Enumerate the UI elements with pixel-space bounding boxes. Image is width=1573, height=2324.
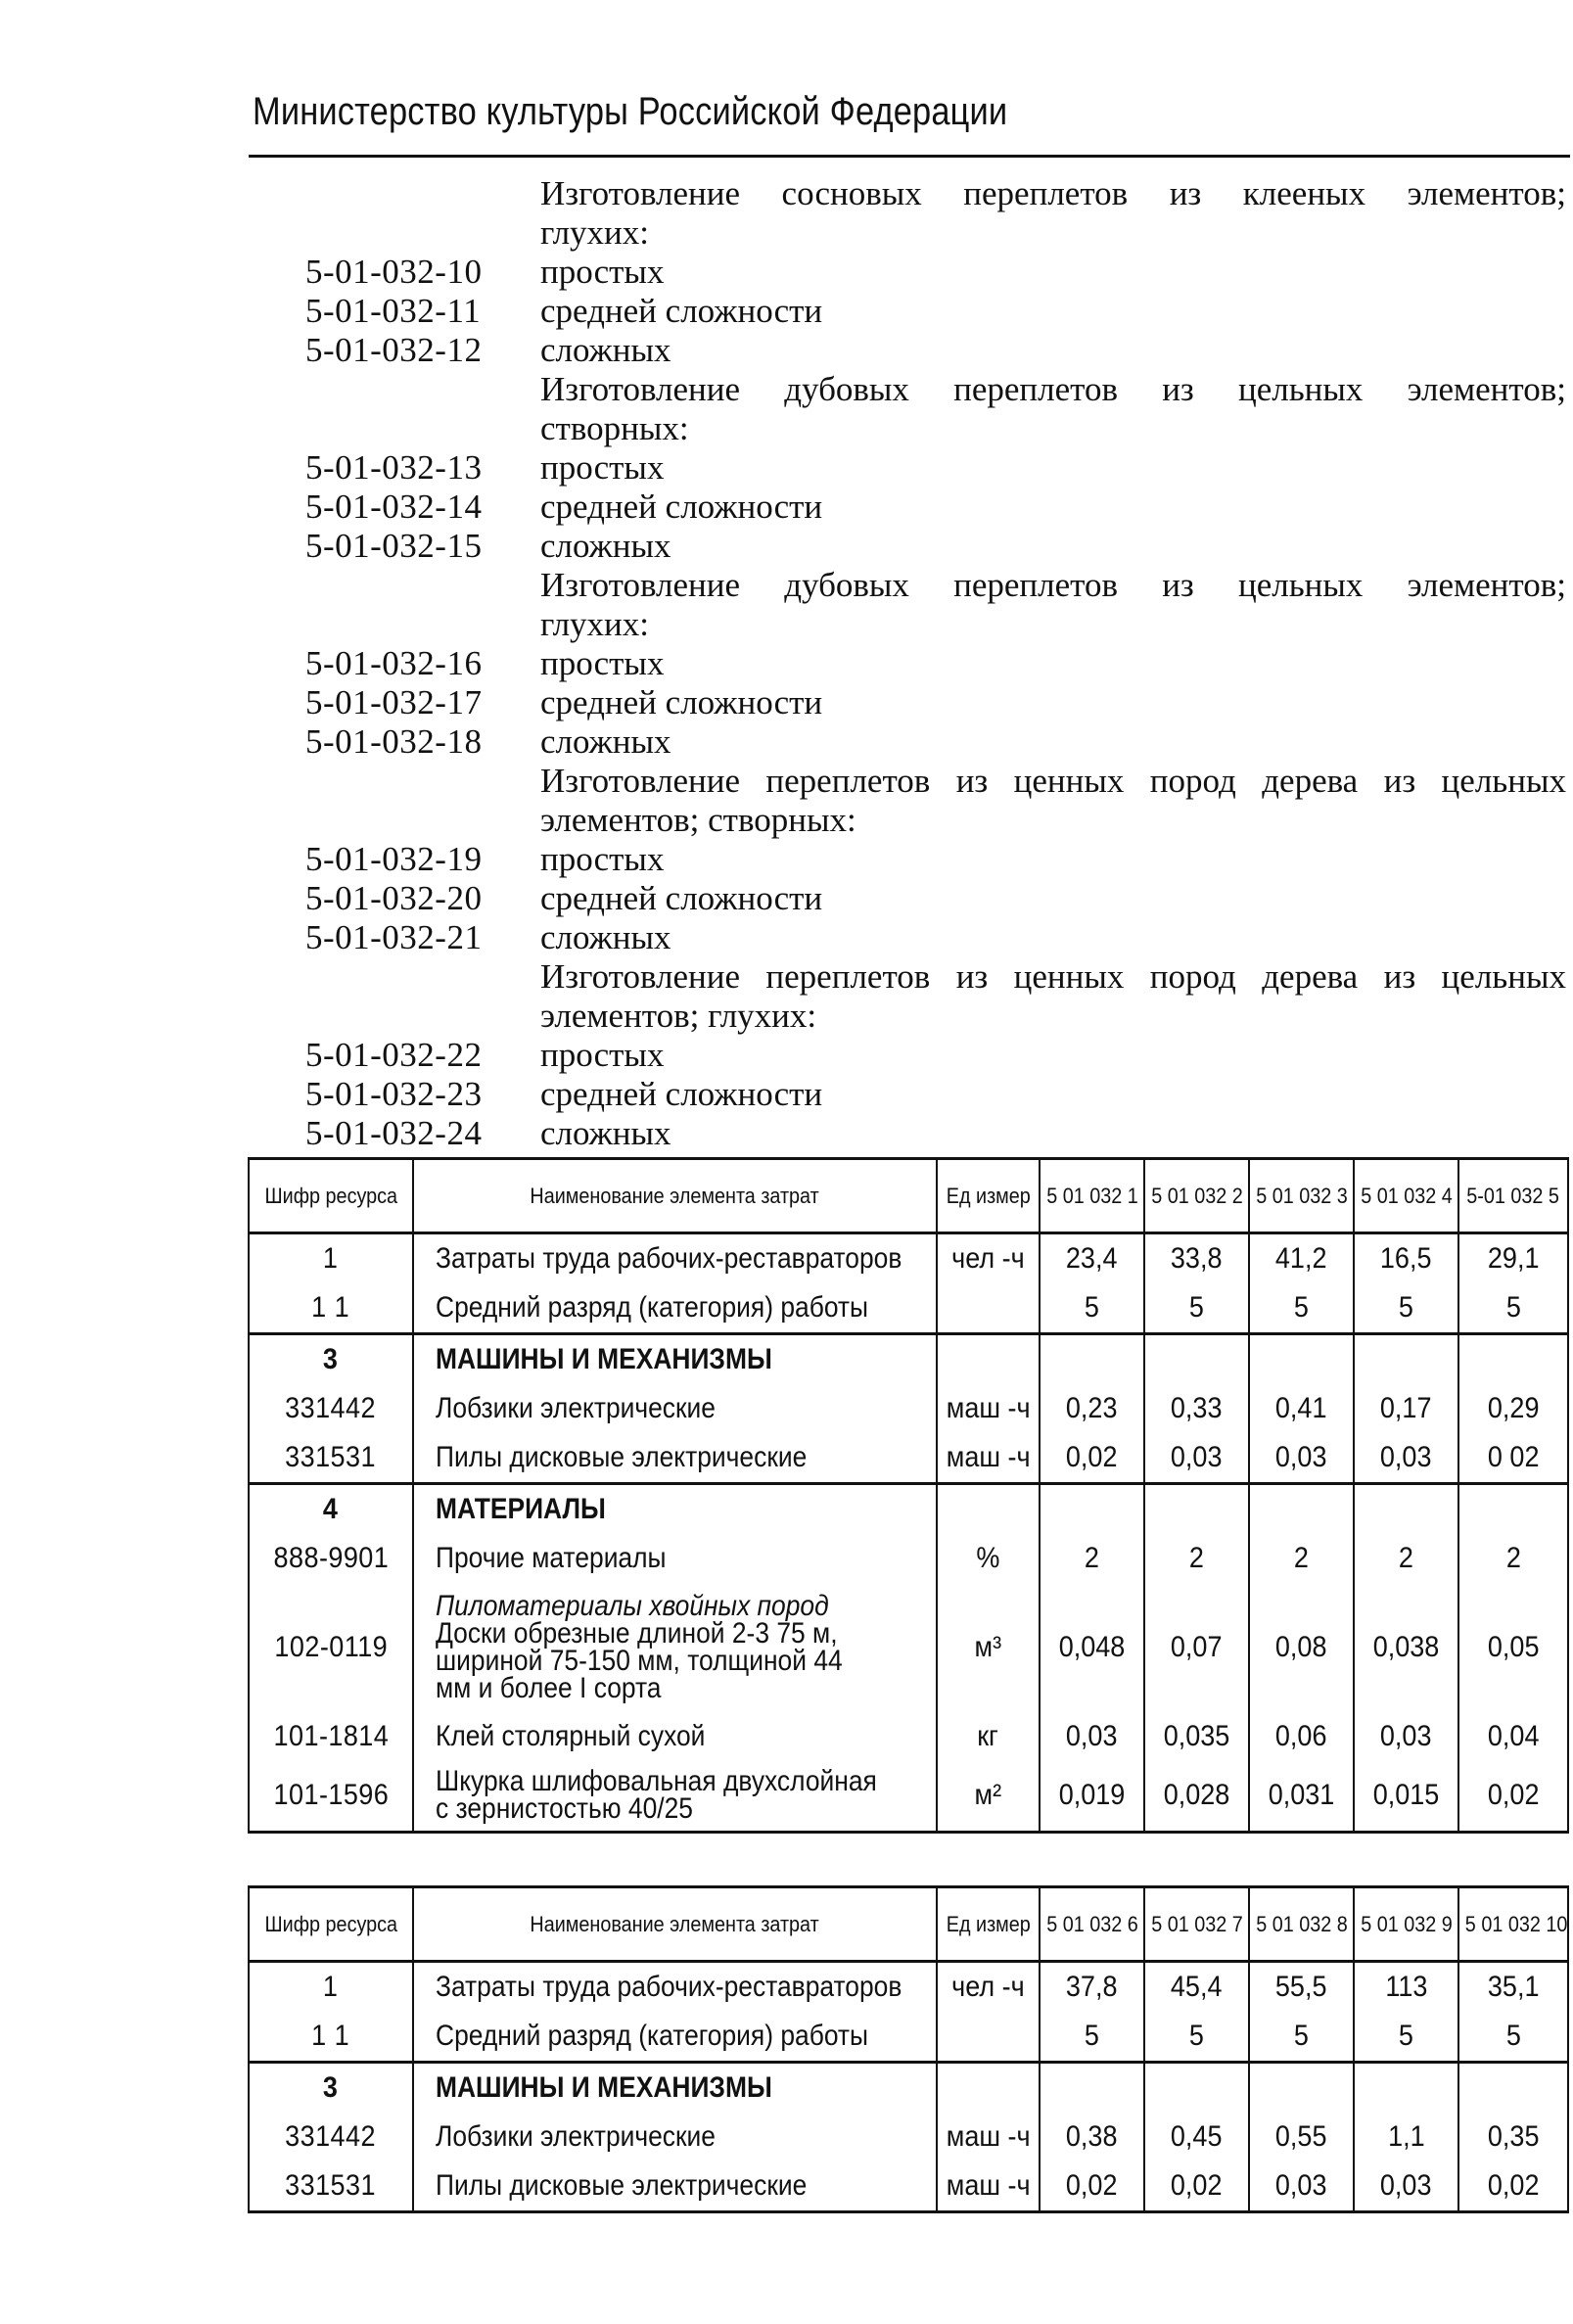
row-value [1249,1484,1354,1535]
table-row [249,1962,1568,2013]
row-name: Средний разряд (категория) работы [413,1283,937,1334]
row-name: Прочие материалы [413,1534,937,1583]
row-value: 2 [1354,1534,1458,1583]
table-row [249,2161,1568,2212]
work-name: сложных [540,527,671,565]
resource-table-2 [248,1885,1569,2213]
work-code: 5-01-032-15 [305,527,483,565]
row-name: Затраты труда рабочих-реставраторов [413,1962,937,2013]
row-name: Пилы дисковые электрические [413,2161,937,2212]
row-code: 101-1814 [249,1712,413,1761]
table-header-row [249,1887,1568,1962]
row-value: 0,02 [1144,2161,1249,2212]
row-value: 2 [1144,1534,1249,1583]
work-code: 5-01-032-21 [305,918,483,956]
header-code: Шифр ресурса [249,1159,413,1233]
row-value: 5 [1249,1283,1354,1334]
row-value: 0,019 [1040,1761,1144,1832]
row-value: 1,1 [1354,2113,1458,2161]
work-name: сложных [540,1114,671,1152]
row-value: 5 [1354,2012,1458,2063]
work-group-title: Изготовление сосновых переплетов из клееных элементов; [540,174,1566,212]
work-group-title-cont: элементов; створных: [540,801,856,839]
row-name: Клей столярный сухой [413,1712,937,1761]
work-name: сложных [540,918,671,956]
work-group-title: Изготовление переплетов из ценных пород дерева из цельных [540,762,1566,800]
table-row [249,1433,1568,1484]
work-code: 5-01-032-17 [305,683,483,721]
header-unit: Ед измер [937,1887,1040,1962]
row-value: 45,4 [1144,1962,1249,2013]
row-code: 1 [249,1233,413,1284]
work-name: средней сложности [540,488,823,526]
row-unit: кг [937,1712,1040,1761]
table-row [249,1761,1568,1832]
row-value: 0,02 [1040,1433,1144,1484]
work-name: сложных [540,331,671,369]
header-col: 5 01 032 6 [1040,1887,1144,1962]
page-header-title: Министерство культуры Российской Федерации [253,90,1008,133]
row-code: 331531 [249,1433,413,1484]
row-unit: маш -ч [937,1433,1040,1484]
row-value: 5 [1040,1283,1144,1334]
row-code: 101-1596 [249,1761,413,1832]
row-value: 0,03 [1354,1433,1458,1484]
row-value: 2 [1040,1534,1144,1583]
header-col: 5-01 032 5 [1458,1159,1568,1233]
row-unit: м² [937,1761,1040,1832]
header-unit: Ед измер [937,1159,1040,1233]
row-value [1144,1334,1249,1385]
section-row [249,2063,1568,2114]
row-value: 5 [1040,2012,1144,2063]
header-col: 5 01 032 8 [1249,1887,1354,1962]
row-name: Затраты труда рабочих-реставраторов [413,1233,937,1284]
row-unit [937,1334,1040,1385]
work-group-title: Изготовление переплетов из ценных пород дерева из цельных [540,957,1566,996]
work-name: средней сложности [540,879,823,917]
row-value: 0,45 [1144,2113,1249,2161]
row-value: 2 [1249,1534,1354,1583]
row-value [1249,1334,1354,1385]
header-name: Наименование элемента затрат [413,1159,937,1233]
row-value: 55,5 [1249,1962,1354,2013]
row-code: 888-9901 [249,1534,413,1583]
row-value [1249,2063,1354,2114]
row-value: 0,048 [1040,1583,1144,1712]
row-code: 331442 [249,2113,413,2161]
row-unit [937,1484,1040,1535]
row-code: 331442 [249,1384,413,1433]
row-value: 0,55 [1249,2113,1354,2161]
table-header-row [249,1159,1568,1233]
row-value: 0,05 [1458,1583,1568,1712]
row-value [1354,2063,1458,2114]
work-code: 5-01-032-12 [305,331,483,369]
row-name: Шкурка шлифовальная двухслойная с зернистостью 40/25 [413,1761,937,1832]
work-code: 5-01-032-19 [305,840,483,878]
row-unit [937,1283,1040,1334]
section-row [249,1334,1568,1385]
row-value: 5 [1249,2012,1354,2063]
row-value: 23,4 [1040,1233,1144,1284]
row-value: 0,23 [1040,1384,1144,1433]
work-group-title: Изготовление дубовых переплетов из цельных элементов; [540,370,1566,408]
row-value [1144,2063,1249,2114]
header-col: 5 01 032 2 [1144,1159,1249,1233]
row-value: 5 [1354,1283,1458,1334]
row-unit: маш -ч [937,2113,1040,2161]
row-value: 29,1 [1458,1233,1568,1284]
row-value: 0,03 [1144,1433,1249,1484]
row-value: 0,03 [1354,1712,1458,1761]
table-row [249,1534,1568,1583]
row-value [1144,1484,1249,1535]
row-unit: чел -ч [937,1233,1040,1284]
work-group-title: Изготовление дубовых переплетов из цельных элементов; [540,566,1566,604]
row-value [1458,1484,1568,1535]
row-name: Лобзики электрические [413,2113,937,2161]
row-value: 113 [1354,1962,1458,2013]
row-code: 1 1 [249,2012,413,2063]
work-code: 5-01-032-16 [305,644,483,682]
table-row [249,1583,1568,1712]
row-value [1354,1334,1458,1385]
row-value: 33,8 [1144,1233,1249,1284]
row-value: 0,35 [1458,2113,1568,2161]
row-name: Пилы дисковые электрические [413,1433,937,1484]
row-value [1040,1484,1144,1535]
row-unit: м³ [937,1583,1040,1712]
row-value [1354,1484,1458,1535]
work-name: средней сложности [540,292,823,330]
header-col: 5 01 032 10 [1458,1887,1568,1962]
row-name: Средний разряд (категория) работы [413,2012,937,2063]
row-unit: маш -ч [937,1384,1040,1433]
work-name: простых [540,840,665,878]
header-col: 5 01 032 3 [1249,1159,1354,1233]
row-value: 0,03 [1040,1712,1144,1761]
work-name: простых [540,253,665,291]
row-value [1040,2063,1144,2114]
table-row [249,1283,1568,1334]
header-name: Наименование элемента затрат [413,1887,937,1962]
row-value: 0 02 [1458,1433,1568,1484]
section-code: 4 [249,1484,413,1535]
section-code: 3 [249,1334,413,1385]
work-group-title-cont: глухих: [540,213,649,252]
row-value: 0,33 [1144,1384,1249,1433]
row-unit [937,2063,1040,2114]
row-code: 331531 [249,2161,413,2212]
header-col: 5 01 032 9 [1354,1887,1458,1962]
row-value: 0,028 [1144,1761,1249,1832]
row-value: 0,29 [1458,1384,1568,1433]
row-value: 35,1 [1458,1962,1568,2013]
row-name: Пиломатериалы хвойных пород Доски обрезные длиной 2-3 75 м, шириной 75-150 мм, толщиной 44 мм и более I сорта [413,1583,937,1712]
row-code: 102-0119 [249,1583,413,1712]
row-code: 1 [249,1962,413,2013]
resource-table-1 [248,1157,1569,1834]
table-row [249,2012,1568,2063]
row-value: 0,02 [1040,2161,1144,2212]
table-row [249,1233,1568,1284]
row-name: Лобзики электрические [413,1384,937,1433]
work-code: 5-01-032-23 [305,1075,483,1113]
row-value: 5 [1144,1283,1249,1334]
row-code: 1 1 [249,1283,413,1334]
row-value: 0,031 [1249,1761,1354,1832]
works-list [0,0,1573,1155]
work-name: сложных [540,722,671,761]
work-group-title-cont: глухих: [540,605,649,643]
row-value: 0,06 [1249,1712,1354,1761]
work-code: 5-01-032-10 [305,253,483,291]
work-group-title-cont: створных: [540,409,689,447]
row-value: 0,17 [1354,1384,1458,1433]
row-value [1458,2063,1568,2114]
work-name: средней сложности [540,683,823,721]
row-unit: % [937,1534,1040,1583]
work-name: простых [540,644,665,682]
row-value: 0,03 [1249,1433,1354,1484]
row-value: 0,08 [1249,1583,1354,1712]
row-value: 0,015 [1354,1761,1458,1832]
row-value: 37,8 [1040,1962,1144,2013]
header-code: Шифр ресурса [249,1887,413,1962]
row-value: 0,07 [1144,1583,1249,1712]
row-value: 0,03 [1354,2161,1458,2212]
row-value: 5 [1458,1283,1568,1334]
row-unit [937,2012,1040,2063]
section-row [249,1484,1568,1535]
work-code: 5-01-032-18 [305,722,483,761]
work-name: простых [540,448,665,487]
row-value: 0,035 [1144,1712,1249,1761]
section-title: МАТЕРИАЛЫ [413,1484,937,1535]
row-unit: чел -ч [937,1962,1040,2013]
row-value: 41,2 [1249,1233,1354,1284]
row-value: 0,41 [1249,1384,1354,1433]
header-col: 5 01 032 1 [1040,1159,1144,1233]
work-group-title-cont: элементов; глухих: [540,997,817,1035]
section-title: МАШИНЫ И МЕХАНИЗМЫ [413,2063,937,2114]
work-code: 5-01-032-13 [305,448,483,487]
header-col: 5 01 032 4 [1354,1159,1458,1233]
work-code: 5-01-032-20 [305,879,483,917]
row-value: 0,038 [1354,1583,1458,1712]
row-value: 0,03 [1249,2161,1354,2212]
row-value [1458,1334,1568,1385]
table-row [249,1384,1568,1433]
row-value: 5 [1458,2012,1568,2063]
work-code: 5-01-032-14 [305,488,483,526]
table-row [249,2113,1568,2161]
work-code: 5-01-032-24 [305,1114,483,1152]
work-name: простых [540,1036,665,1074]
row-value: 5 [1144,2012,1249,2063]
row-value [1040,1334,1144,1385]
row-value: 16,5 [1354,1233,1458,1284]
section-code: 3 [249,2063,413,2114]
work-code: 5-01-032-22 [305,1036,483,1074]
table-row [249,1712,1568,1761]
work-code: 5-01-032-11 [305,292,482,330]
row-value: 2 [1458,1534,1568,1583]
work-name: средней сложности [540,1075,823,1113]
row-value: 0,02 [1458,2161,1568,2212]
row-value: 0,02 [1458,1761,1568,1832]
row-value: 0,04 [1458,1712,1568,1761]
row-value: 0,38 [1040,2113,1144,2161]
row-unit: маш -ч [937,2161,1040,2212]
header-col: 5 01 032 7 [1144,1887,1249,1962]
section-title: МАШИНЫ И МЕХАНИЗМЫ [413,1334,937,1385]
